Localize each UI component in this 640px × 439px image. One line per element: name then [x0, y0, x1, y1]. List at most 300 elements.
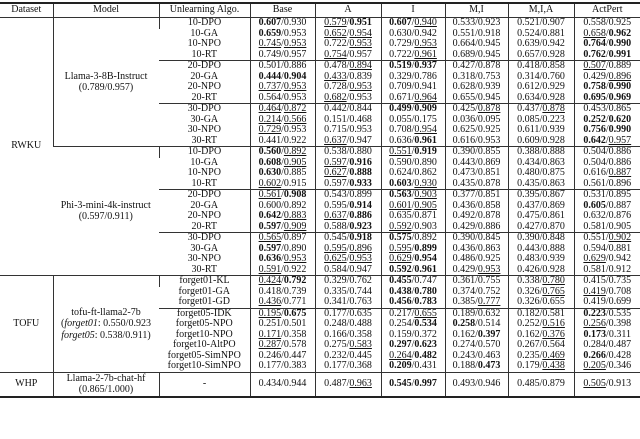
metric-cell: 0.624/0.862	[381, 168, 445, 179]
value-bold: 0.990	[608, 124, 632, 135]
metric-cell: 0.659/0.953	[250, 29, 315, 40]
metric-cell: 0.426/0.928	[508, 265, 574, 276]
metric-cell: 0.595/0.896	[315, 244, 381, 255]
metric-cell: 0.758/0.990	[574, 82, 640, 93]
value-bold: 0.675	[283, 307, 307, 319]
value-underlined: 0.195	[258, 307, 282, 319]
value-bold: 0.886	[349, 210, 372, 221]
value-underlined: 0.629	[389, 253, 412, 264]
unlearning-algo: forget10-SimNPO	[167, 360, 241, 371]
unlearning-algo: 30-DPO	[159, 104, 250, 115]
metric-cell: 0.642/0.883	[250, 211, 315, 222]
value-underlined: 0.905	[283, 156, 307, 168]
metric-cell: 0.531/0.895	[574, 190, 640, 201]
value-bold: 0.954	[414, 253, 437, 264]
metric-cell: 0.434/0.863	[508, 158, 574, 169]
value-bold: 0.473	[477, 360, 501, 371]
model-split-label: forget01	[64, 318, 98, 329]
metric-cell: 0.597/0.909	[250, 222, 315, 233]
value-bold: 0.642	[258, 210, 282, 221]
metric-cell: 0.195/0.675	[250, 308, 315, 319]
value-underlined: 0.595	[324, 242, 347, 254]
unlearning-algo: 30-NPO	[187, 253, 221, 264]
metric-cell: 0.055/0.175	[381, 115, 445, 126]
value-bold: 0.919	[414, 146, 437, 157]
value-underlined: 0.896	[349, 242, 372, 254]
metric-cell: 0.209/0.431	[381, 361, 445, 372]
value-underlined: 0.583	[349, 339, 372, 350]
metric-cell: 0.630/0.885	[250, 168, 315, 179]
value-bold: 0.951	[349, 17, 372, 28]
value-underlined: 0.737	[258, 81, 282, 92]
metric-cell: 0.632/0.876	[574, 211, 640, 222]
metric-cell: 0.630/0.942	[381, 29, 445, 40]
value-bold: 0.605	[583, 199, 606, 211]
unlearning-algo: forget05-SimNPO	[167, 349, 241, 361]
metric-cell: 0.374/0.752	[445, 287, 508, 298]
model-name-line: Phi-3-mini-4k-instruct	[60, 199, 151, 211]
value-underlined: 0.597	[324, 156, 347, 168]
value-underlined: 0.652	[324, 27, 347, 39]
value-underlined: 0.765	[542, 285, 565, 297]
value-underlined: 0.424	[258, 275, 282, 286]
metric-cell: 0.601/0.905	[381, 201, 445, 212]
metric-cell: 0.425/0.878	[445, 104, 508, 115]
value-underlined: 0.878	[542, 103, 565, 114]
unlearning-algo: 10-NPO	[187, 38, 221, 49]
value-underlined: 0.729	[258, 124, 282, 135]
value-underlined: 0.902	[608, 232, 632, 243]
metric-cell: 0.745/0.953	[250, 39, 315, 50]
unlearning-algo: forget10-NPO	[175, 328, 233, 340]
value-bold: 0.909	[414, 103, 437, 114]
metric-cell: 0.177/0.635	[315, 308, 381, 319]
metric-cell: 0.418/0.858	[508, 61, 574, 72]
model-name-line: (0.597/0.911)	[78, 211, 133, 222]
metric-cell: 0.603/0.930	[381, 179, 445, 190]
metric-cell: 0.437/0.869	[508, 201, 574, 212]
metric-cell: 0.435/0.863	[508, 179, 574, 190]
value-bold: 0.563	[389, 189, 412, 200]
value-underlined: 0.682	[324, 91, 347, 103]
metric-cell: 0.395/0.867	[508, 190, 574, 201]
metric-cell: 0.695/0.969	[574, 93, 640, 104]
metric-cell: 0.579/0.951	[315, 18, 381, 29]
unlearning-algo: 20-RT	[191, 91, 217, 103]
value-bold: 0.764	[583, 38, 606, 49]
metric-cell: 0.173/0.311	[574, 330, 640, 341]
metric-cell: 0.437/0.878	[508, 104, 574, 115]
metric-cell: 0.485/0.879	[508, 372, 574, 397]
metric-cell: 0.560/0.892	[250, 147, 315, 158]
metric-cell: 0.499/0.909	[381, 104, 445, 115]
value-underlined: 0.905	[414, 199, 437, 211]
value-bold: 0.783	[414, 296, 437, 307]
value-underlined: 0.565	[258, 232, 282, 243]
value-bold: 0.545	[389, 377, 412, 389]
value-bold: 0.620	[608, 113, 632, 125]
metric-cell: 0.592/0.961	[381, 265, 445, 276]
metric-cell: 0.480/0.875	[508, 168, 574, 179]
metric-cell: 0.456/0.783	[381, 297, 445, 308]
value-underlined: 0.878	[477, 103, 501, 114]
unlearning-algo: 30-DPO	[159, 233, 250, 244]
metric-cell: 0.453/0.865	[574, 104, 640, 115]
value-bold: 0.482	[414, 349, 437, 361]
table-row	[0, 147, 640, 158]
value-bold: 0.916	[349, 156, 372, 168]
model-name	[53, 276, 159, 373]
model-name-line: (0.865/1.000)	[78, 384, 134, 395]
model-name-line: (0.789/0.957)	[78, 82, 134, 93]
metric-cell: 0.611/0.939	[508, 125, 574, 136]
metric-cell: 0.329/0.762	[315, 276, 381, 287]
metric-cell: 0.597/0.916	[315, 158, 381, 169]
unlearning-algo: 10-GA	[190, 27, 219, 39]
metric-cell: 0.637/0.947	[315, 136, 381, 147]
value-underlined: 0.505	[583, 377, 606, 389]
results-table	[0, 2, 640, 398]
metric-cell: 0.600/0.892	[250, 201, 315, 212]
value-bold: 0.990	[608, 38, 632, 49]
metric-cell: 0.232/0.445	[315, 351, 381, 362]
metric-cell: 0.627/0.888	[315, 168, 381, 179]
metric-cell: 0.182/0.581	[508, 308, 574, 319]
value-underlined: 0.930	[414, 177, 437, 189]
metric-cell: 0.223/0.535	[574, 308, 640, 319]
metric-cell: 0.728/0.953	[315, 82, 381, 93]
metric-cell: 0.217/0.655	[381, 308, 445, 319]
metric-cell: 0.385/0.777	[445, 297, 508, 308]
metric-cell: 0.629/0.954	[381, 254, 445, 265]
metric-cell: 0.166/0.358	[315, 330, 381, 341]
metric-cell: 0.551/0.919	[381, 147, 445, 158]
metric-cell: 0.588/0.923	[315, 222, 381, 233]
metric-cell: 0.756/0.990	[574, 125, 640, 136]
metric-cell: 0.642/0.957	[574, 136, 640, 147]
metric-cell: 0.443/0.888	[508, 244, 574, 255]
metric-cell: 0.594/0.881	[574, 244, 640, 255]
metric-cell: 0.625/0.925	[445, 125, 508, 136]
value-underlined: 0.637	[324, 210, 347, 221]
metric-cell: 0.436/0.863	[445, 244, 508, 255]
value-bold: 0.608	[258, 156, 282, 168]
metric-cell: 0.486/0.925	[445, 254, 508, 265]
model-name	[53, 18, 159, 147]
value-bold: 0.908	[283, 189, 307, 200]
unlearning-algo: 10-DPO	[159, 147, 250, 158]
unlearning-algo: 10-RT	[191, 177, 217, 189]
metric-cell: 0.429/0.886	[445, 222, 508, 233]
metric-cell: 0.483/0.939	[508, 254, 574, 265]
metric-cell: 0.504/0.886	[574, 158, 640, 169]
metric-cell: 0.607/0.930	[250, 18, 315, 29]
model-name-line: forget05: 0.538/0.911)	[61, 329, 151, 341]
metric-cell: 0.390/0.848	[508, 233, 574, 244]
unlearning-algo: forget05-NPO	[175, 318, 233, 329]
metric-cell: 0.335/0.744	[315, 287, 381, 298]
value-underlined: 0.963	[349, 377, 372, 389]
metric-cell: 0.628/0.939	[445, 82, 508, 93]
metric-cell: 0.639/0.942	[508, 39, 574, 50]
metric-cell: 0.591/0.922	[250, 265, 315, 276]
metric-cell: 0.415/0.735	[574, 276, 640, 287]
metric-cell: 0.563/0.903	[381, 190, 445, 201]
value-underlined: 0.436	[258, 296, 282, 307]
metric-cell: 0.590/0.890	[381, 158, 445, 169]
model-name-line: Llama-3-8B-Instruct	[64, 70, 148, 82]
metric-cell: 0.297/0.623	[381, 340, 445, 351]
metric-cell: 0.605/0.887	[574, 201, 640, 212]
metric-cell: 0.764/0.990	[574, 39, 640, 50]
unlearning-algo: 20-GA	[190, 70, 219, 82]
metric-cell: 0.444/0.904	[250, 72, 315, 83]
metric-cell: 0.205/0.346	[574, 361, 640, 372]
value-underlined: 0.894	[349, 60, 372, 71]
metric-cell: 0.179/0.438	[508, 361, 574, 372]
value-bold: 0.444	[258, 70, 282, 82]
value-underlined: 0.883	[283, 210, 307, 221]
metric-cell: 0.284/0.487	[574, 340, 640, 351]
value-bold: 0.534	[414, 318, 437, 329]
metric-cell: 0.478/0.894	[315, 61, 381, 72]
value-bold: 0.258	[452, 318, 476, 329]
table-row	[0, 372, 640, 397]
value-underlined: 0.896	[608, 70, 632, 82]
value-bold: 0.695	[583, 91, 606, 103]
value-underlined: 0.953	[349, 253, 372, 264]
metric-cell: 0.475/0.861	[508, 211, 574, 222]
metric-cell: 0.608/0.905	[250, 158, 315, 169]
metric-cell: 0.318/0.753	[445, 72, 508, 83]
value-underlined: 0.953	[349, 81, 372, 92]
metric-cell: 0.248/0.488	[315, 319, 381, 330]
unlearning-algo: forget01-KL	[159, 276, 250, 287]
metric-cell: 0.162/0.397	[445, 330, 508, 341]
metric-cell: 0.682/0.953	[315, 93, 381, 104]
value-underlined: 0.961	[414, 48, 437, 60]
value-underlined: 0.433	[324, 70, 347, 82]
metric-cell: 0.455/0.747	[381, 276, 445, 287]
value-bold: 0.899	[414, 242, 437, 254]
value-bold: 0.438	[389, 285, 412, 297]
unlearning-algo: 20-NPO	[187, 81, 221, 92]
metric-cell: 0.159/0.372	[381, 330, 445, 341]
model-name-line: tofu-ft-llama2-7b	[71, 306, 141, 318]
unlearning-algo: 10-NPO	[187, 167, 221, 178]
value-bold: 0.597	[258, 242, 282, 254]
metric-cell: 0.564/0.953	[250, 93, 315, 104]
metric-cell: 0.464/0.872	[250, 104, 315, 115]
metric-cell: 0.597/0.890	[250, 244, 315, 255]
value-bold: 0.969	[608, 91, 632, 103]
metric-cell: 0.545/0.997	[381, 372, 445, 397]
metric-cell: 0.275/0.583	[315, 340, 381, 351]
metric-cell: 0.629/0.942	[574, 254, 640, 265]
value-underlined: 0.953	[477, 263, 501, 275]
metric-cell: 0.595/0.899	[381, 244, 445, 255]
unlearning-algo: 20-DPO	[159, 61, 250, 72]
value-bold: 0.937	[414, 60, 437, 71]
value-underlined: 0.953	[283, 81, 307, 92]
metric-cell: 0.581/0.905	[574, 222, 640, 233]
metric-cell: 0.177/0.383	[250, 361, 315, 372]
metric-cell: 0.329/0.786	[381, 72, 445, 83]
value-underlined: 0.516	[542, 318, 565, 329]
metric-cell: 0.424/0.792	[250, 276, 315, 287]
metric-cell: 0.493/0.946	[445, 372, 508, 397]
value-bold: 0.499	[389, 103, 412, 114]
value-bold: 0.592	[389, 263, 412, 275]
metric-cell: 0.433/0.839	[315, 72, 381, 83]
unlearning-algo: 30-RT	[191, 263, 217, 275]
value-bold: 0.297	[389, 339, 412, 350]
value-underlined: 0.954	[349, 27, 372, 39]
value-underlined: 0.171	[258, 328, 282, 340]
value-underlined: 0.214	[258, 113, 282, 125]
metric-cell: 0.533/0.923	[445, 18, 508, 29]
metric-cell: 0.256/0.398	[574, 319, 640, 330]
value-underlined: 0.625	[324, 253, 347, 264]
value-bold: 0.266	[583, 349, 606, 361]
metric-cell: 0.427/0.870	[508, 222, 574, 233]
value-underlined: 0.953	[283, 38, 307, 49]
value-bold: 0.603	[389, 177, 412, 189]
metric-cell: 0.575/0.892	[381, 233, 445, 244]
value-underlined: 0.964	[414, 91, 437, 103]
metric-cell: 0.501/0.886	[250, 61, 315, 72]
metric-cell: 0.561/0.896	[574, 179, 640, 190]
value-underlined: 0.438	[542, 360, 565, 371]
value-underlined: 0.627	[324, 167, 347, 178]
metric-cell: 0.252/0.620	[574, 115, 640, 126]
value-underlined: 0.637	[324, 134, 347, 146]
metric-cell: 0.418/0.739	[250, 287, 315, 298]
metric-cell: 0.616/0.953	[445, 136, 508, 147]
value-bold: 0.962	[608, 27, 632, 39]
value-bold: 0.904	[283, 70, 307, 82]
value-bold: 0.642	[583, 134, 606, 146]
header-mi: M,I	[445, 3, 508, 18]
unlearning-algo: 20-RT	[191, 220, 217, 232]
metric-cell: 0.737/0.953	[250, 82, 315, 93]
metric-cell: 0.487/0.963	[315, 372, 381, 397]
metric-cell: 0.361/0.755	[445, 276, 508, 287]
value-underlined: 0.953	[349, 38, 372, 49]
value-bold: 0.456	[389, 296, 412, 307]
metric-cell: 0.436/0.771	[250, 297, 315, 308]
value-underlined: 0.940	[414, 17, 437, 28]
metric-cell: 0.729/0.953	[250, 125, 315, 136]
unlearning-algo: forget01-GA	[178, 285, 230, 297]
value-underlined: 0.287	[258, 339, 282, 350]
value-bold: 0.636	[258, 253, 282, 264]
metric-cell: 0.561/0.908	[250, 190, 315, 201]
metric-cell: 0.435/0.878	[445, 179, 508, 190]
metric-cell: 0.188/0.473	[445, 361, 508, 372]
metric-cell: 0.388/0.888	[508, 147, 574, 158]
value-underlined: 0.780	[542, 275, 565, 286]
value-bold: 0.961	[414, 263, 437, 275]
metric-cell: 0.551/0.918	[445, 29, 508, 40]
unlearning-algo: forget01-GD	[178, 296, 230, 307]
metric-cell: 0.754/0.957	[315, 50, 381, 61]
value-underlined: 0.957	[608, 134, 632, 146]
metric-cell: 0.657/0.928	[508, 50, 574, 61]
value-bold: 0.575	[389, 232, 412, 243]
value-bold: 0.397	[477, 328, 501, 340]
metric-cell: 0.545/0.918	[315, 233, 381, 244]
metric-cell: 0.722/0.953	[315, 39, 381, 50]
value-bold: 0.597	[258, 220, 282, 232]
header-mia: M,I,A	[508, 3, 574, 18]
metric-cell: 0.671/0.964	[381, 93, 445, 104]
metric-cell: 0.664/0.945	[445, 39, 508, 50]
metric-cell: 0.689/0.945	[445, 50, 508, 61]
value-underlined: 0.954	[414, 124, 437, 135]
value-bold: 0.991	[608, 48, 632, 60]
metric-cell: 0.551/0.902	[574, 233, 640, 244]
metric-cell: 0.443/0.869	[445, 158, 508, 169]
value-underlined: 0.777	[477, 296, 501, 307]
metric-cell: 0.507/0.889	[574, 61, 640, 72]
metric-cell: 0.214/0.566	[250, 115, 315, 126]
metric-cell: 0.722/0.961	[381, 50, 445, 61]
value-bold: 0.758	[583, 81, 606, 92]
metric-cell: 0.189/0.632	[445, 308, 508, 319]
unlearning-algo: 10-DPO	[159, 18, 250, 29]
value-bold: 0.623	[414, 339, 437, 350]
value-bold: 0.961	[414, 134, 437, 146]
model-name	[53, 372, 159, 397]
metric-cell: 0.341/0.763	[315, 297, 381, 308]
value-underlined: 0.872	[283, 103, 307, 114]
metric-cell: 0.314/0.760	[508, 72, 574, 83]
metric-cell: 0.655/0.945	[445, 93, 508, 104]
unlearning-algo: 20-NPO	[187, 210, 221, 221]
unlearning-algo: 20-GA	[190, 199, 219, 211]
metric-cell: 0.634/0.928	[508, 93, 574, 104]
value-underlined: 0.551	[389, 146, 412, 157]
header-row	[0, 3, 640, 18]
value-underlined: 0.264	[389, 349, 412, 361]
metric-cell: 0.708/0.954	[381, 125, 445, 136]
metric-cell: 0.438/0.780	[381, 287, 445, 298]
unlearning-algo: 30-GA	[190, 242, 219, 254]
value-underlined: 0.892	[283, 146, 307, 157]
metric-cell: 0.251/0.501	[250, 319, 315, 330]
metric-cell: 0.597/0.933	[315, 179, 381, 190]
metric-cell: 0.274/0.570	[445, 340, 508, 351]
value-underlined: 0.579	[324, 17, 347, 28]
metric-cell: 0.267/0.564	[508, 340, 574, 351]
metric-cell: 0.625/0.953	[315, 254, 381, 265]
unlearning-algo: 30-NPO	[187, 124, 221, 135]
unlearning-algo: forget10-AltPO	[172, 339, 236, 350]
metric-cell: 0.538/0.880	[315, 147, 381, 158]
header-base: Base	[250, 3, 315, 18]
metric-cell: 0.390/0.845	[445, 233, 508, 244]
metric-cell: 0.441/0.922	[250, 136, 315, 147]
metric-cell: 0.749/0.957	[250, 50, 315, 61]
value-underlined: 0.658	[583, 27, 606, 39]
unlearning-algo: 10-GA	[190, 156, 219, 168]
value-bold: 0.990	[608, 81, 632, 92]
metric-cell: 0.287/0.578	[250, 340, 315, 351]
metric-cell: 0.235/0.469	[508, 351, 574, 362]
metric-cell: 0.612/0.929	[508, 82, 574, 93]
metric-cell: 0.434/0.944	[250, 372, 315, 397]
